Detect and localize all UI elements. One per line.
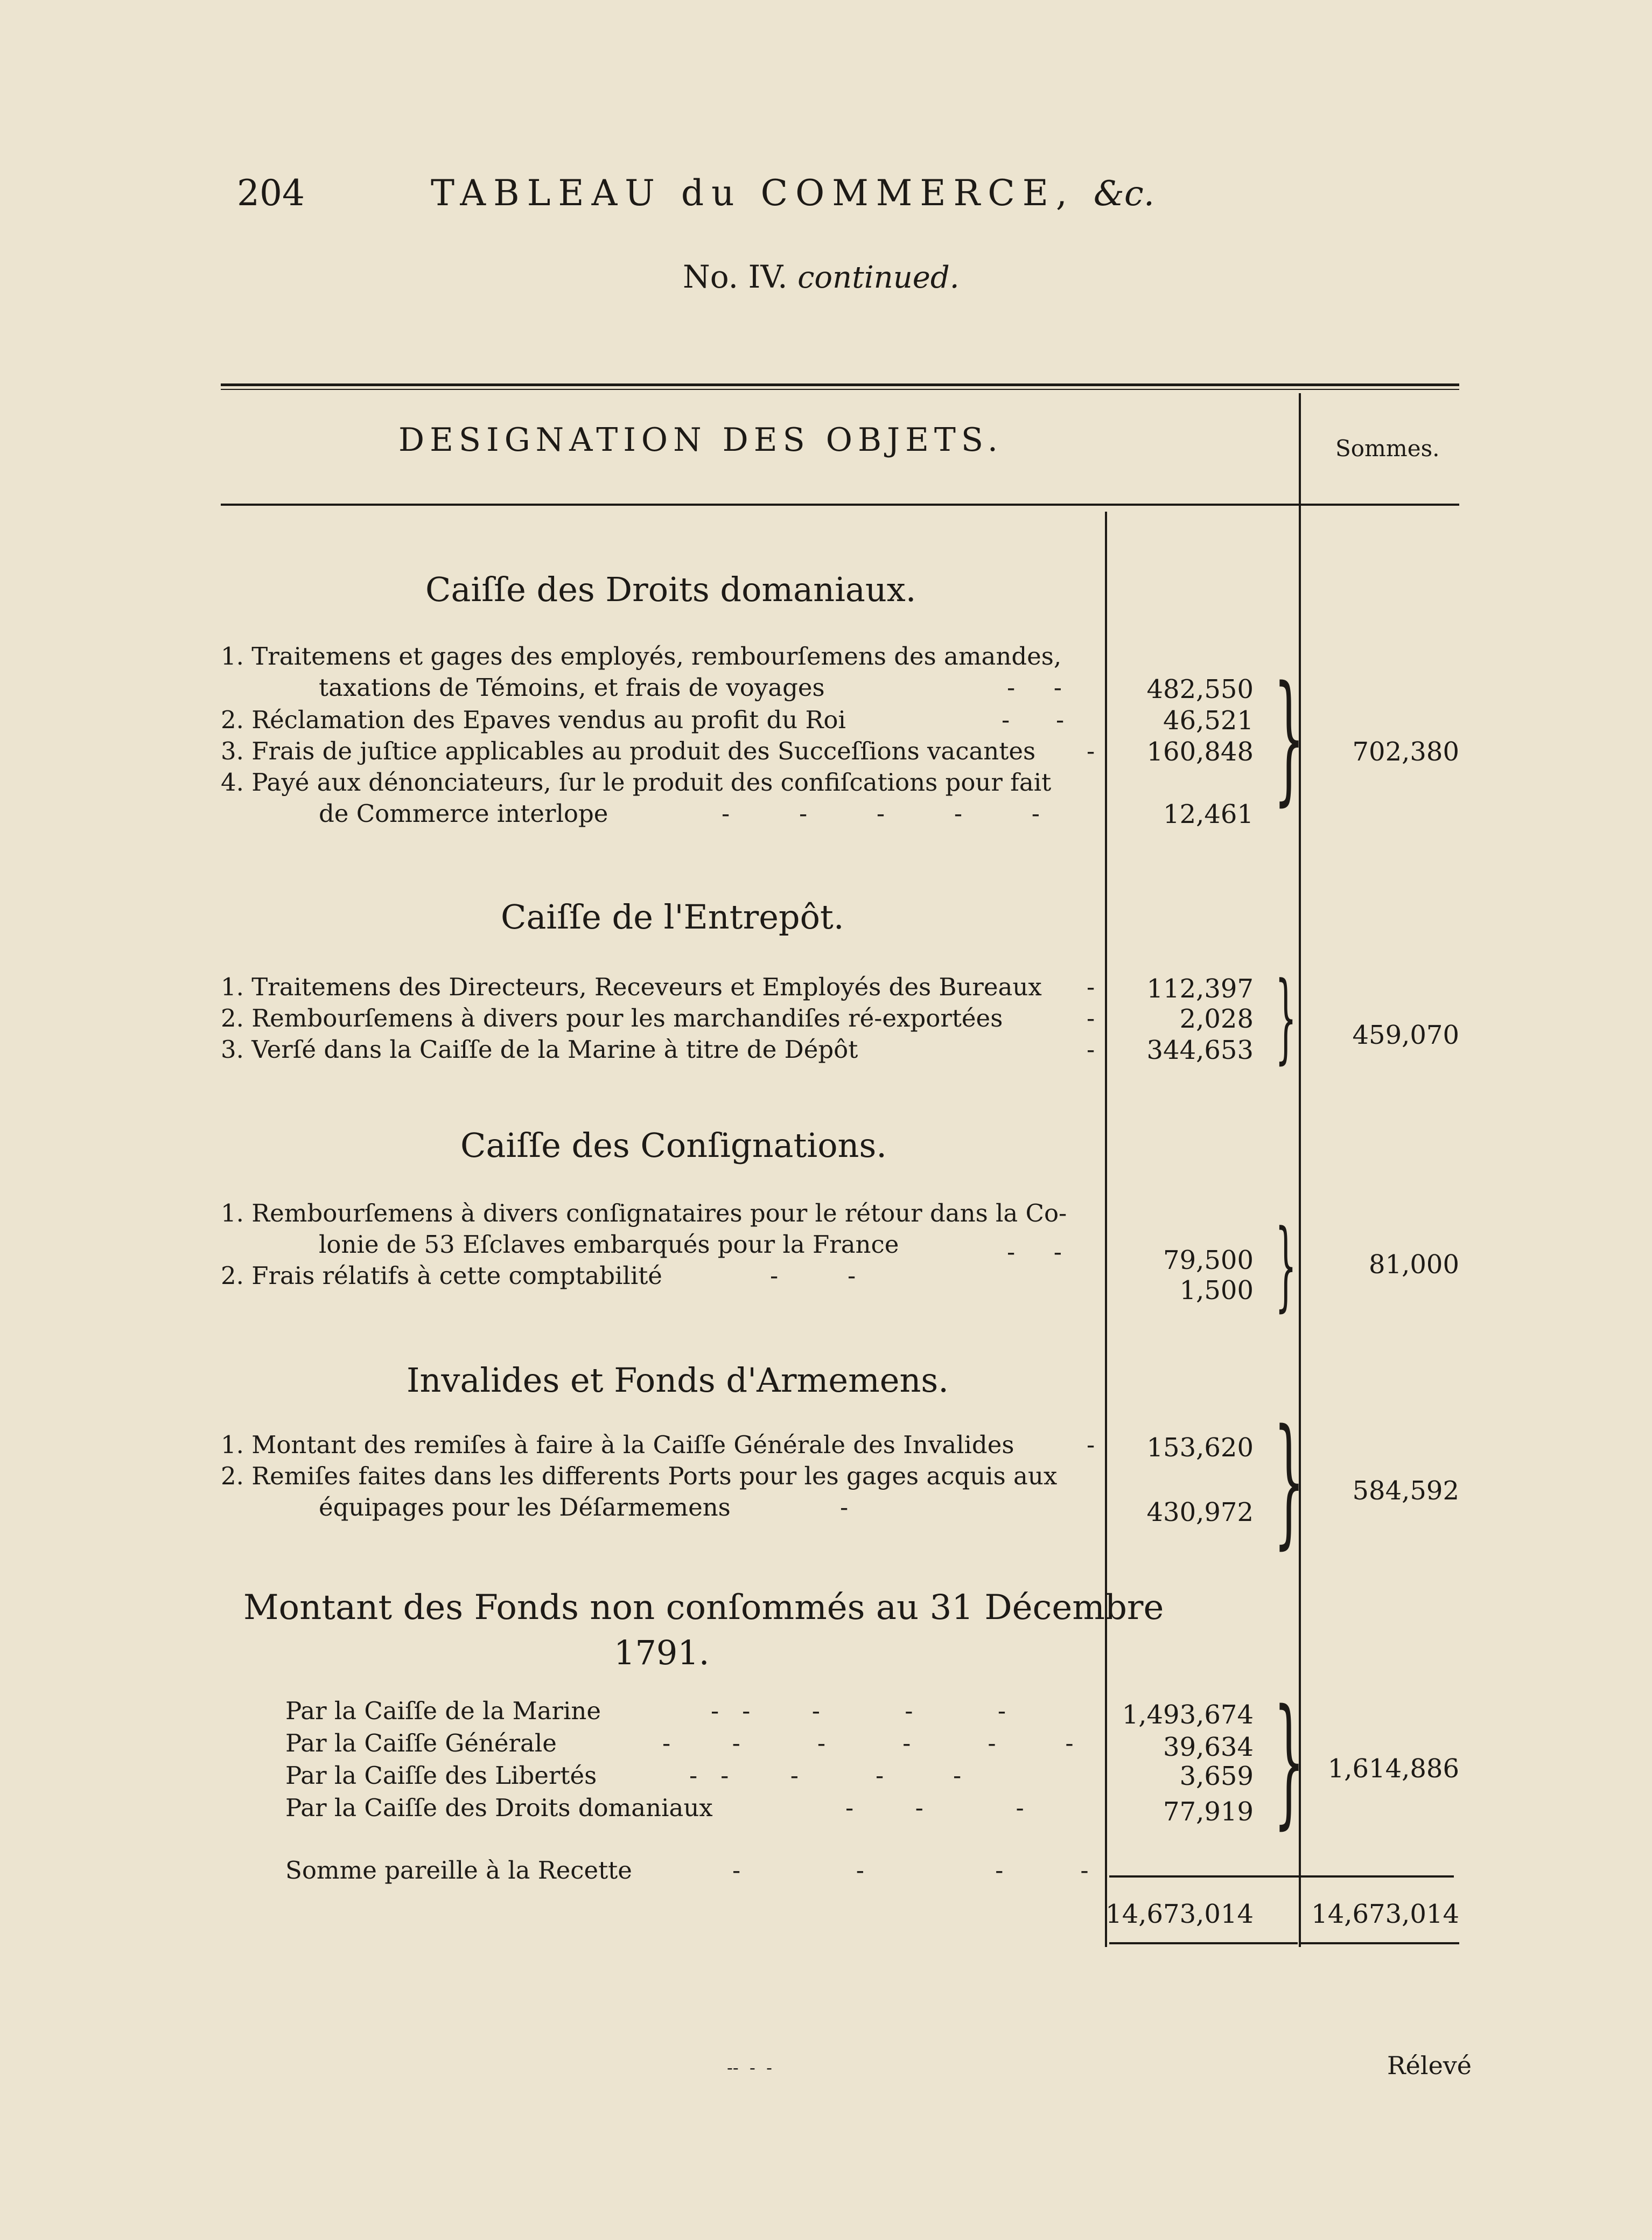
line-item: Par la Caiſſe des Libertés (285, 1761, 597, 1790)
section-total: 459,070 (1352, 1020, 1459, 1050)
subtitle-number: No. IV. (683, 259, 788, 295)
line-item: 1. Traitemens et gages des employés, rembourſemens des amandes, (221, 642, 1062, 671)
grand-total-sum: 14,673,014 (1311, 1899, 1459, 1929)
line-item: Par la Caiſſe de la Marine (285, 1697, 601, 1725)
brace-icon: } (1275, 961, 1297, 1074)
leader-dashes: - (840, 1493, 849, 1522)
section-title-fonds-non-consommes: Montant des Fonds non conſommés au 31 Décembre (243, 1588, 1164, 1628)
grand-total-label: Somme pareille à la Recette (285, 1856, 632, 1885)
amount-value: 482,550 (1146, 674, 1254, 704)
line-item-continuation: taxations de Témoins, et frais de voyages (319, 673, 825, 702)
section-title-droits-domaniaux: Caiſſe des Droits domaniaux. (425, 570, 916, 609)
line-item: 1. Montant des remiſes à faire à la Caiſſe Générale des Invalides (221, 1430, 1014, 1459)
running-title (431, 172, 1154, 214)
designation-column-header: DESIGNATION DES OBJETS. (398, 421, 1003, 459)
amount-value: 79,500 (1163, 1245, 1254, 1275)
amount-value: 112,397 (1146, 974, 1254, 1004)
running-title-text: TABLEAU du COMMERCE, (431, 172, 1075, 214)
leader-dashes: - - - - - - (662, 1729, 1074, 1757)
amount-value: 77,919 (1163, 1797, 1254, 1827)
subtitle-continued: continued. (797, 260, 960, 295)
line-item: 3. Frais de juſtice applicables au produit des Succeſſions vacantes (221, 737, 1036, 765)
amount-value: 39,634 (1163, 1732, 1254, 1762)
line-item: 1. Traitemens des Directeurs, Receveurs et Employés des Bureaux (221, 973, 1042, 1001)
section-title-entrepot: Caiſſe de l'Entrepôt. (501, 897, 844, 937)
section-total: 1,614,886 (1327, 1754, 1459, 1784)
section-title-year: 1791. (614, 1633, 710, 1672)
total-rule (1109, 1875, 1454, 1878)
leader-dashes: - - (1002, 706, 1065, 734)
leader-dashes: - (1087, 737, 1095, 765)
amount-value: 2,028 (1179, 1004, 1254, 1034)
leader-dashes: - - - - - (722, 799, 1040, 828)
section-title-invalides: Invalides et Fonds d'Armemens. (407, 1360, 949, 1400)
amount-value: 160,848 (1146, 737, 1254, 767)
line-item: 1. Rembourſemens à divers conſignataires pour le rétour dans la Co- (221, 1199, 1067, 1227)
table-header-rule (221, 504, 1459, 506)
leader-dashes: - - (1007, 1238, 1062, 1266)
leader-dashes: - - (1007, 673, 1062, 702)
amount-value: 153,620 (1146, 1433, 1254, 1463)
brace-icon: } (1273, 1400, 1305, 1562)
bottom-rule-amount (1109, 1942, 1298, 1944)
page-number: 204 (237, 172, 305, 214)
amount-value: 1,500 (1179, 1275, 1254, 1306)
section-total: 702,380 (1352, 737, 1459, 767)
bottom-rule-sommes (1299, 1942, 1459, 1944)
line-item-continuation: lonie de 53 Eſclaves embarqués pour la France (319, 1230, 899, 1259)
leader-dashes: - - - - - (711, 1697, 1006, 1725)
catchword: Rélevé (1387, 2051, 1472, 2080)
brace-icon: } (1275, 1209, 1297, 1322)
section-total: 81,000 (1369, 1250, 1459, 1280)
running-title-etc: &c. (1093, 174, 1155, 214)
table-top-rule-thin (221, 389, 1459, 390)
amount-value: 3,659 (1179, 1761, 1254, 1791)
leader-dashes: - (1087, 1004, 1095, 1032)
sommes-column-header: Sommes. (1335, 435, 1440, 462)
amount-value: 12,461 (1163, 799, 1254, 829)
amount-value: 46,521 (1163, 706, 1254, 736)
line-item: 2. Remiſes faites dans les differents Ports pour les gages acquis aux (221, 1462, 1058, 1490)
line-item: 3. Verſé dans la Caiſſe de la Marine à titre de Dépôt (221, 1035, 858, 1064)
leader-dashes: - (1087, 1430, 1095, 1459)
leader-dashes: - (1087, 1035, 1095, 1064)
leader-dashes: - - - (845, 1794, 1024, 1822)
line-item: 2. Frais rélatifs à cette comptabilité (221, 1261, 662, 1290)
line-item-continuation: équipages pour les Déſarmemens (319, 1493, 731, 1522)
footer-ornament: -- - - (727, 2057, 772, 2078)
section-title-consignations: Caiſſe des Conſignations. (460, 1126, 887, 1165)
amount-value: 344,653 (1146, 1035, 1254, 1065)
grand-total-amount: 14,673,014 (1105, 1899, 1254, 1929)
line-item: Par la Caiſſe Générale (285, 1729, 557, 1757)
section-total: 584,592 (1352, 1476, 1459, 1506)
table-top-rule (221, 383, 1459, 386)
table-subtitle (683, 259, 960, 295)
line-item: Par la Caiſſe des Droits domaniaux (285, 1794, 713, 1822)
line-item: 2. Réclamation des Epaves vendus au profit du Roi (221, 706, 846, 734)
line-item: 4. Payé aux dénonciateurs, ſur le produit des confiſcations pour fait (221, 768, 1052, 797)
brace-icon: } (1273, 657, 1305, 819)
line-item-continuation: de Commerce interlope (319, 799, 608, 828)
brace-icon: } (1273, 1680, 1305, 1843)
leader-dashes: - (1087, 973, 1095, 1001)
leader-dashes: - - - - - (689, 1761, 962, 1790)
leader-dashes: - - (770, 1261, 856, 1290)
amount-value: 430,972 (1146, 1497, 1254, 1527)
line-item: 2. Rembourſemens à divers pour les marchandiſes ré-exportées (221, 1004, 1003, 1032)
leader-dashes: - - - - (732, 1856, 1089, 1885)
amount-value: 1,493,674 (1122, 1700, 1254, 1730)
